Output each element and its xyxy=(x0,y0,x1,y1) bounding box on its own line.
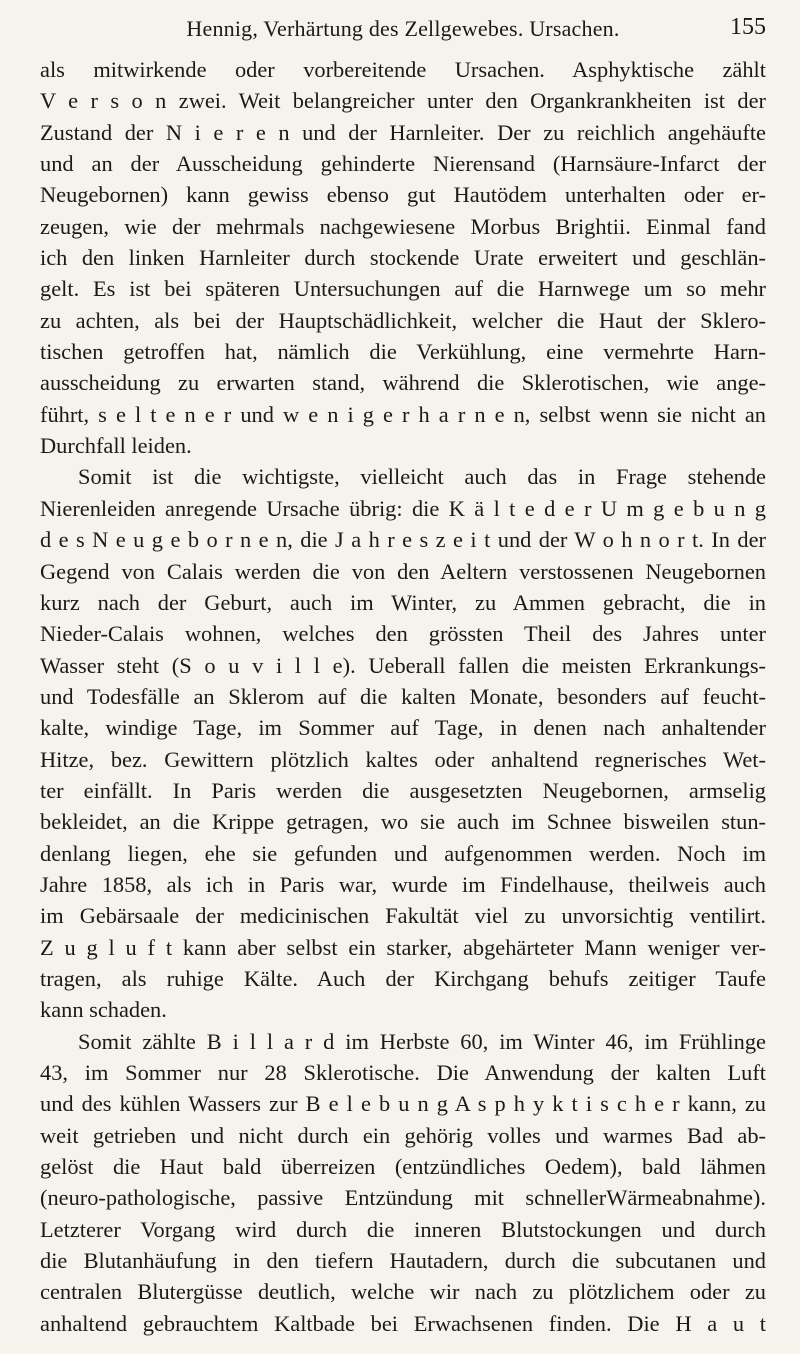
text-line: bekleidet, an die Krippe getragen, wo sie auch im Schnee bisweilen stun- xyxy=(40,809,766,835)
text-line: die Blutanhäufung in den tiefern Hautadern, durch die subcutanen und xyxy=(40,1248,766,1274)
text-line: Z u g l u f t kann aber selbst ein starker, abgehärteter Mann weniger ver- xyxy=(40,934,766,960)
text-line: führt, s e l t e n e r und w e n i g e r h a r n e n, selbst wenn sie nicht an xyxy=(40,401,766,427)
text-line: weit getrieben und nicht durch ein gehörig volles und warmes Bad ab- xyxy=(40,1122,766,1148)
text-line: als mitwirkende oder vorbereitende Ursachen. Asphyktische zählt xyxy=(40,57,766,82)
text-line: Wasser steht (S o u v i l l e). Ueberall fallen die meisten Erkrankungs- xyxy=(40,652,766,678)
text-line: V e r s o n zwei. Weit belangreicher unter den Organkrankheiten ist der xyxy=(40,88,766,114)
text-line: ausscheidung zu erwarten stand, während die Sklerotischen, wie ange- xyxy=(40,370,766,396)
text-line: Jahre 1858, als ich in Paris war, wurde im Findelhause, theilweis auch xyxy=(40,871,766,897)
text-line: kalte, windige Tage, im Sommer auf Tage, in denen nach anhaltender xyxy=(40,715,766,741)
text-line: und des kühlen Wassers zur B e l e b u n g A s p h y k t i s c h e r kann, zu xyxy=(40,1091,766,1117)
text-line: und Todesfälle an Sklerom auf die kalten Monate, besonders auf feucht- xyxy=(40,683,766,709)
paragraph xyxy=(40,54,766,461)
text-line: im Gebärsaale der medicinischen Fakultät viel zu unvorsichtig ventilirt. xyxy=(40,903,766,929)
text-line: Nierenleiden anregende Ursache übrig: die K ä l t e d e r U m g e b u n g xyxy=(40,495,766,521)
text-line: gelöst die Haut bald überreizen (entzündliches Oedem), bald lähmen xyxy=(40,1154,766,1180)
text-line: ter einfällt. In Paris werden die ausgesetzten Neugebornen, armselig xyxy=(40,777,766,803)
text-line: Durchfall leiden. xyxy=(40,433,192,459)
text-line: centralen Blutergüsse deutlich, welche wir nach zu plötzlichem oder zu xyxy=(40,1279,766,1305)
text-line: Hitze, bez. Gewittern plötzlich kaltes oder anhaltend regnerisches Wet- xyxy=(40,746,766,772)
text-line: Nieder-Calais wohnen, welches den grössten Theil des Jahres unter xyxy=(40,621,766,647)
text-line: ich den linken Harnleiter durch stockende Urate erweitert und geschlän- xyxy=(40,245,766,271)
text-line: und an der Ausscheidung gehinderte Nierensand (Harnsäure-Infarct der xyxy=(40,151,766,177)
text-line: gelt. Es ist bei späteren Untersuchungen auf die Harnwege um so mehr xyxy=(40,276,766,302)
text-line: tischen getroffen hat, nämlich die Verkühlung, eine vermehrte Harn- xyxy=(40,339,766,365)
text-line: Gegend von Calais werden die von den Aeltern verstossenen Neugebornen xyxy=(40,558,766,584)
text-line: zu achten, als bei der Hauptschädlichkeit, welcher die Haut der Sklero- xyxy=(40,307,766,333)
text-line: tragen, als ruhige Kälte. Auch der Kirchgang behufs zeitiger Taufe xyxy=(40,965,766,991)
text-line: Neugebornen) kann gewiss ebenso gut Hautödem unterhalten oder er- xyxy=(40,182,766,208)
text-line: zeugen, wie der mehrmals nachgewiesene Morbus Brightii. Einmal fand xyxy=(40,213,766,239)
paragraph xyxy=(40,461,766,1025)
text-line: Somit zählte B i l l a r d im Herbste 60, im Winter 46, im Frühlinge xyxy=(78,1028,766,1054)
text-line: d e s N e u g e b o r n e n, die J a h r e s z e i t und der W o h n o r t. In der xyxy=(40,527,766,553)
text-line: Zustand der N i e r e n und der Harnleiter. Der zu reichlich angehäufte xyxy=(40,119,766,145)
text-line: kann schaden. xyxy=(40,997,167,1023)
text-line: 43, im Sommer nur 28 Sklerotische. Die Anwendung der kalten Luft xyxy=(40,1060,766,1085)
body-text xyxy=(40,54,766,1339)
text-line: anhaltend gebrauchtem Kaltbade bei Erwachsenen finden. Die H a u t xyxy=(40,1310,766,1336)
text-line: denlang liegen, ehe sie gefunden und aufgenommen werden. Noch im xyxy=(40,840,766,866)
text-line: kurz nach der Geburt, auch im Winter, zu Ammen gebracht, die in xyxy=(40,589,766,615)
running-title: Hennig, Verhärtung des Zellgewebes. Ursachen. xyxy=(186,16,620,41)
text-line: (neuro-pathologische, passive Entzündung mit schnellerWärmeabnahme). xyxy=(40,1185,766,1211)
text-line: Letzterer Vorgang wird durch die inneren Blutstockungen und durch xyxy=(40,1216,766,1242)
page-number: 155 xyxy=(730,14,766,40)
paragraph xyxy=(40,1026,766,1339)
running-head xyxy=(40,8,766,48)
text-line: Somit ist die wichtigste, vielleicht auch das in Frage stehende xyxy=(78,464,766,490)
